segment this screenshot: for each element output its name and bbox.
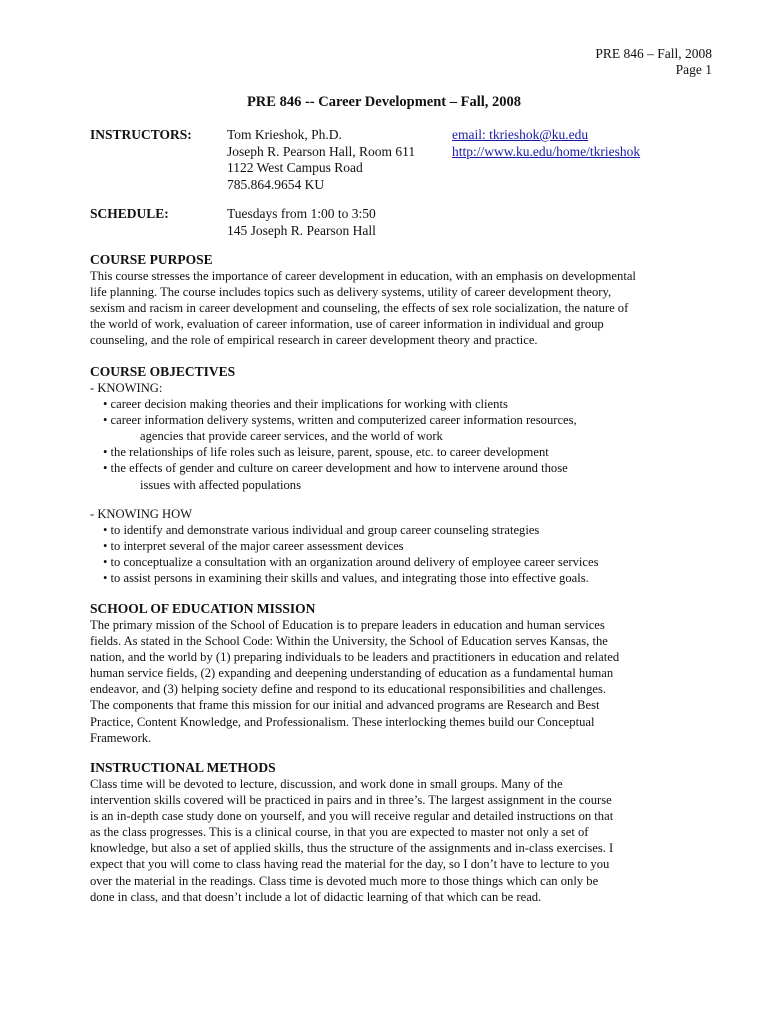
mission-text: The primary mission of the School of Education is to prepare leaders in education and human services fields. As stated in the School Code: Within the University, the School of Education serves Kansas, the nation, and the world by (1) preparing individuals to be leaders and practitioners in education and related human service fields, (2) expanding and deepening understanding of education as a fundamental human endeavor, and (3) helping society define and respond to its educational responsibilities and challenges. The components that frame this mission for our initial and advanced programs are Research and Best Practice, Content Knowledge, and Professionalism. These interlocking themes build our Conceptual Framework.	[90, 618, 620, 745]
list-item: • to interpret several of the major career assessment devices	[103, 539, 404, 554]
instructor-office: Joseph R. Pearson Hall, Room 611	[227, 143, 416, 159]
knowing-how-label: - KNOWING HOW	[90, 507, 193, 521]
instructor-name: Tom Krieshok, Ph.D.	[227, 127, 342, 142]
knowing-how-list	[90, 506, 710, 586]
instructional-methods-heading: INSTRUCTIONAL METHODS	[90, 760, 276, 775]
instructor-phone: 785.864.9654 KU	[227, 176, 325, 192]
instructors-label: INSTRUCTORS:	[90, 127, 192, 142]
course-purpose-heading: COURSE PURPOSE	[90, 252, 213, 267]
course-objectives-heading: COURSE OBJECTIVES	[90, 364, 236, 379]
course-term: PRE 846 – Fall, 2008	[595, 46, 712, 61]
instructor-contact-links	[452, 127, 640, 160]
list-item: • to assist persons in examining their skills and values, and integrating those into effective goals.	[103, 571, 589, 586]
instructor-info	[227, 127, 415, 193]
knowing-label: - KNOWING:	[90, 381, 163, 395]
list-item: • career decision making theories and their implications for working with clients	[103, 397, 508, 412]
schedule-info	[227, 206, 376, 239]
instructor-address: 1122 West Campus Road	[227, 160, 363, 175]
email-link[interactable]: email: tkrieshok@ku.edu	[452, 127, 589, 142]
page-header	[595, 46, 712, 78]
page-number: Page 1	[675, 62, 712, 77]
list-item: • to identify and demonstrate various individual and group career counseling strategies	[103, 523, 540, 538]
document-title: PRE 846 -- Career Development – Fall, 2008	[246, 94, 522, 110]
list-item: • the effects of gender and culture on career development and how to intervene around those	[103, 461, 568, 476]
schedule-room: 145 Joseph R. Pearson Hall	[227, 222, 376, 238]
instructional-methods-text: Class time will be devoted to lecture, discussion, and work done in small groups. Many of the intervention skills covered will be practiced in pairs and in three’s. The largest assignment in the course is an in-depth case study done on yourself, and you will receive regular and detailed instructions on that as the class progresses. This is a clinical course, in that you are expected to master not only a set of knowledge, but also a set of applied skills, thus the structure of the assignments and in-class exercises. I expect that you will come to class having read the material for the day, so I don’t have to lecture to you over the material in the readings. Class time is devoted much more to those things which can only be done in class, and that doesn’t include a lot of didactic learning of that which can be read.	[90, 777, 614, 904]
schedule-label: SCHEDULE:	[90, 206, 169, 221]
mission-heading: SCHOOL OF EDUCATION MISSION	[90, 601, 316, 616]
schedule-time: Tuesdays from 1:00 to 3:50	[227, 206, 376, 221]
list-item: • career information delivery systems, written and computerized career information resources,	[103, 413, 577, 428]
website-link[interactable]: http://www.ku.edu/home/tkrieshok	[452, 143, 641, 159]
list-item: • to conceptualize a consultation with an organization around delivery of employee career services	[103, 555, 599, 570]
list-item-continuation: agencies that provide career services, and the world of work	[140, 429, 443, 444]
list-item: • the relationships of life roles such as leisure, parent, spouse, etc. to career development	[103, 445, 549, 460]
list-item-continuation: issues with affected populations	[140, 477, 302, 492]
knowing-list	[90, 380, 710, 493]
course-purpose-text: This course stresses the importance of career development in education, with an emphasis on developmental life planning. The course includes topics such as delivery systems, utility of career development theory, sexism and racism in career development and counseling, the effects of sex role socialization, the nature of the world of work, evaluation of career information, use of career information in individual and group counseling, and the role of empirical research in career development theory and practice.	[90, 269, 636, 348]
